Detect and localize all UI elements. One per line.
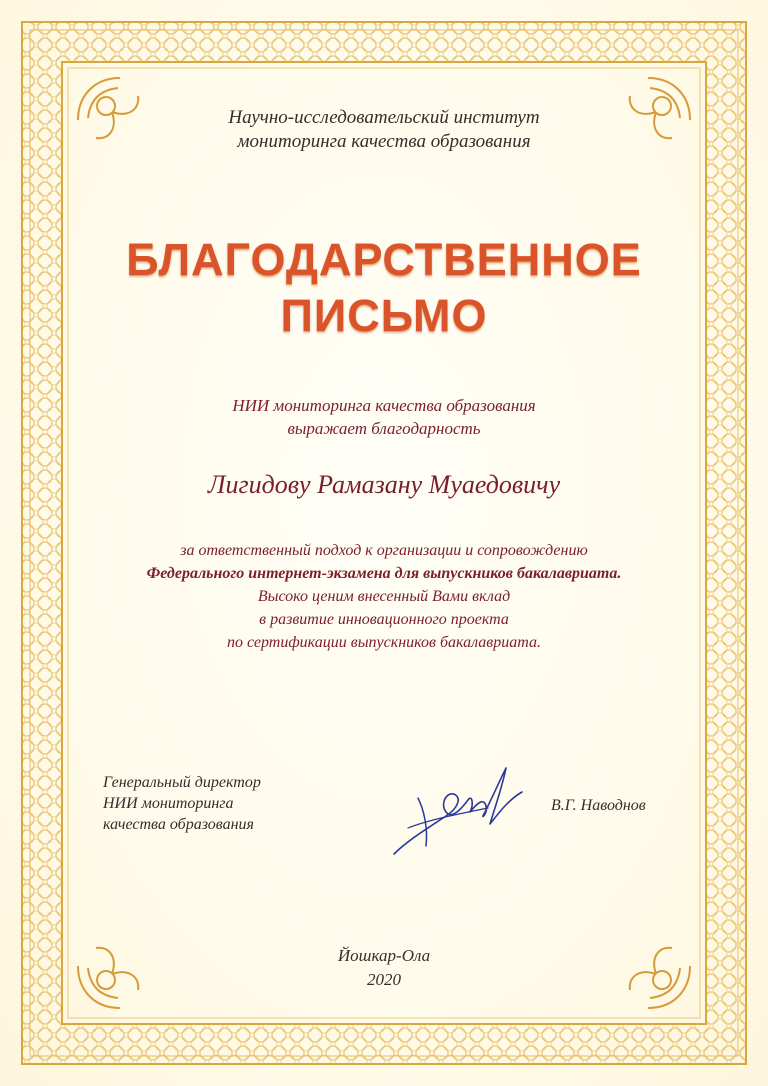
body-line-5: по сертификации выпускников бакалавриата. (226, 634, 541, 651)
intro-line-1: НИИ мониторинга качества образования (232, 396, 536, 415)
body-line-3: Высоко ценим внесенный Вами вклад (257, 588, 511, 605)
place-and-year (0, 944, 768, 992)
position-line-1: Генеральный директор (103, 774, 261, 791)
body-line-2: Федерального интернет-экзамена для выпускников бакалавриата. (146, 565, 622, 582)
recipient-name: Лигидову Рамазану Муаедовичу (207, 470, 561, 499)
institute-header (0, 106, 768, 154)
document-title (0, 232, 768, 344)
institute-line-1: Научно-исследовательский институт (228, 107, 540, 128)
position-line-2: НИИ мониторинга (103, 795, 234, 812)
body-line-4: в развитие инновационного проекта (259, 611, 509, 628)
handwritten-signature (388, 758, 528, 868)
thanks-intro (0, 394, 768, 440)
signatory-name: В.Г. Наводнов (551, 797, 646, 814)
position-line-3: качества образования (103, 816, 254, 833)
body-line-1: за ответственный подход к организации и сопровождению (180, 542, 588, 559)
institute-line-2: мониторинга качества образования (237, 131, 531, 152)
intro-line-2: выражает благодарность (287, 419, 481, 438)
title-line-2: ПИСЬМО (280, 290, 488, 341)
title-line-1: БЛАГОДАРСТВЕННОЕ (126, 234, 642, 285)
signatory-position (103, 772, 261, 835)
gratitude-body (0, 539, 768, 654)
city: Йошкар-Ола (337, 946, 431, 965)
year: 2020 (367, 970, 401, 989)
